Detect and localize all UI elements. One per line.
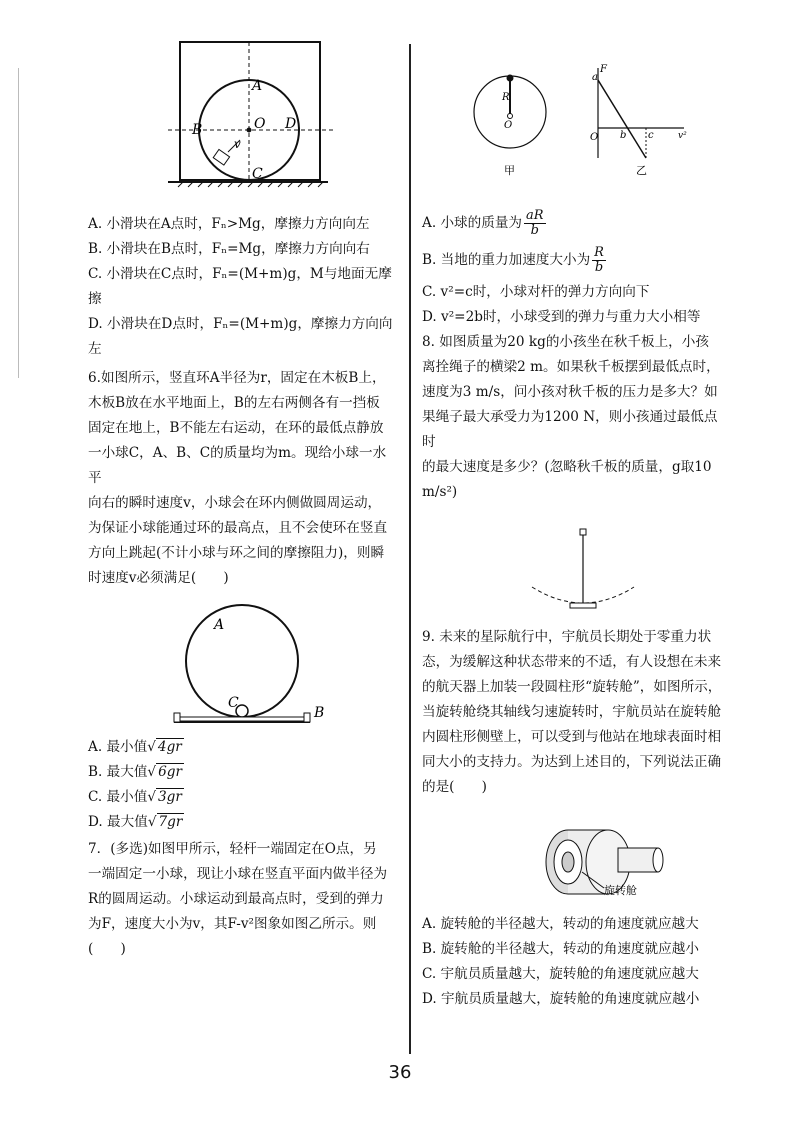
label-D: D bbox=[285, 116, 297, 132]
label-jia: 甲 bbox=[504, 164, 515, 177]
q7-option-c: C. v²=c时，小球对杆的弹力方向向下 bbox=[422, 284, 650, 300]
scan-edge-line bbox=[18, 68, 19, 378]
q7-stem bbox=[88, 837, 398, 962]
q6-line: 为保证小球能通过环的最高点，且不会使环在竖直 bbox=[88, 520, 388, 536]
q8-line: 离拴绳子的横梁2 m。如果秋千板摆到最低点时， bbox=[422, 359, 720, 375]
figure-q5-box-ring bbox=[88, 40, 398, 192]
label-A: A bbox=[214, 617, 225, 633]
figure-q8-swing bbox=[422, 511, 722, 621]
q7-option-b: B. 当地的重力加速度大小为 $\frac{R}{b}$ bbox=[422, 245, 604, 275]
q9-line: 9. 未来的星际航行中，宇航员长期处于零重力状 bbox=[422, 629, 712, 645]
q6-line: 方向上跳起(不计小球与环之间的摩擦阻力)，则瞬 bbox=[88, 545, 385, 561]
fraction: $\frac{R}{b}$ bbox=[594, 245, 604, 275]
q6-line: 木板B放在水平地面上，B的左右两侧各有一挡板 bbox=[88, 395, 380, 411]
left-column bbox=[88, 40, 398, 962]
sqrt-expr: 3gr bbox=[158, 789, 182, 805]
label-B: B bbox=[192, 122, 203, 138]
q6-line: 固定在地上，B不能左右运动，在环的最低点静放 bbox=[88, 420, 384, 436]
q7-option-d: D. v²=2b时，小球受到的弹力与重力大小相等 bbox=[422, 309, 701, 325]
label-b: b bbox=[620, 130, 627, 141]
q9-line: 态，为缓解这种状态带来的不适，有人设想在未来 bbox=[422, 654, 722, 670]
q6-option-b: B. 最大值√ 6gr bbox=[88, 764, 182, 780]
q8-stem bbox=[422, 330, 722, 505]
figure-q6-ring-on-board bbox=[88, 603, 398, 727]
q5-option-c-cont: 擦 bbox=[88, 291, 102, 307]
q9-line: 的是( ) bbox=[422, 779, 487, 795]
right-column bbox=[422, 40, 722, 1012]
q7-line: R的圆周运动。小球运动到最高点时，受到的弹力 bbox=[88, 891, 384, 907]
q5-option-d-cont: 左 bbox=[88, 341, 102, 357]
q6-option-a: A. 最小值√ 4gr bbox=[88, 739, 182, 755]
q5-option-d: D. 小滑块在D点时，Fₙ=(M+m)g，摩擦力方向向 bbox=[88, 316, 393, 332]
q9-option-b: B. 旋转舱的半径越大，转动的角速度就应越小 bbox=[422, 941, 699, 957]
q6-line: 向右的瞬时速度v，小球会在环内侧做圆周运动， bbox=[88, 495, 382, 511]
q6-option-d: D. 最大值√ 7gr bbox=[88, 814, 183, 830]
label-F: F bbox=[600, 64, 607, 75]
q5-option-a: A. 小滑块在A点时，Fₙ>Mg，摩擦力方向向左 bbox=[88, 216, 370, 232]
q7-line: 7．(多选)如图甲所示，轻杆一端固定在O点，另 bbox=[88, 841, 377, 857]
q5-options bbox=[88, 212, 398, 362]
label-c: c bbox=[648, 130, 654, 141]
q5-option-b: B. 小滑块在B点时，Fₙ=Mg，摩擦力方向向右 bbox=[88, 241, 370, 257]
q8-line: 8. 如图质量为20 kg的小孩坐在秋千板上，小孩 bbox=[422, 334, 709, 350]
sqrt-expr: 4gr bbox=[157, 739, 182, 755]
q9-line: 内圆柱形侧壁上，可以受到与他站在地球表面时相 bbox=[422, 729, 722, 745]
label-C: C bbox=[252, 166, 263, 182]
q6-line: 一小球C，A、B、C的质量均为m。现给小球一水平 bbox=[88, 445, 387, 486]
q6-stem bbox=[88, 366, 398, 591]
q5-option-c: C. 小滑块在C点时，Fₙ=(M+m)g，M与地面无摩 bbox=[88, 266, 392, 282]
label-C: C bbox=[228, 695, 239, 711]
label-A: A bbox=[252, 78, 263, 94]
q9-line: 当旋转舱绕其轴线匀速旋转时，宇航员站在旋转舱 bbox=[422, 704, 722, 720]
q9-options bbox=[422, 912, 722, 1012]
q6-options bbox=[88, 735, 398, 835]
figure-q7-rod-and-graph bbox=[422, 40, 722, 180]
sqrt-expr: 7gr bbox=[158, 814, 183, 830]
q6-line: 时速度v必须满足( ) bbox=[88, 570, 229, 586]
figure-q9-rotating-cabin bbox=[422, 810, 722, 906]
label-B: B bbox=[314, 705, 325, 721]
q9-option-d: D. 宇航员质量越大，旋转舱的角速度就应越小 bbox=[422, 991, 700, 1007]
q9-line: 同大小的支持力。为达到上述目的，下列说法正确 bbox=[422, 754, 722, 770]
q7-line: ( ) bbox=[88, 941, 126, 957]
label-a: a bbox=[592, 72, 598, 83]
label-yi: 乙 bbox=[636, 164, 647, 177]
fraction: $\frac{aR}{b}$ bbox=[526, 208, 544, 238]
q6-option-c: C. 最小值√ 3gr bbox=[88, 789, 182, 805]
column-divider bbox=[409, 44, 411, 1054]
q6-line: 6.如图所示，竖直环A半径为r，固定在木板B上， bbox=[88, 370, 386, 386]
q9-option-c: C. 宇航员质量越大，旋转舱的角速度就应越大 bbox=[422, 966, 699, 982]
q8-line: 速度为3 m/s，问小孩对秋千板的压力是多大？如 bbox=[422, 384, 718, 400]
q9-line: 的航天器上加装一段圆柱形“旋转舱”，如图所示， bbox=[422, 679, 722, 695]
q7-line: 一端固定一小球，现让小球在竖直平面内做半径为 bbox=[88, 866, 388, 882]
q8-line: 果绳子最大承受力为1200 N，则小孩通过最低点时 bbox=[422, 409, 718, 450]
sqrt-expr: 6gr bbox=[158, 764, 182, 780]
label-R: R bbox=[502, 92, 510, 103]
page-number: 36 bbox=[388, 1062, 412, 1083]
q9-stem bbox=[422, 625, 722, 800]
q8-line: 的最大速度是多少？(忽略秋千板的质量，g取10 bbox=[422, 459, 712, 475]
label-O: O bbox=[254, 116, 266, 132]
q7-line: 为F，速度大小为v，其F-v²图象如图乙所示。则 bbox=[88, 916, 377, 932]
label-v: v bbox=[234, 137, 241, 151]
q8-line: m/s²) bbox=[422, 484, 458, 500]
q7-option-a: A. 小球的质量为 $\frac{aR}{b}$ bbox=[422, 208, 544, 238]
q7-options bbox=[422, 206, 722, 330]
label-O2: O bbox=[590, 132, 599, 143]
q9-option-a: A. 旋转舱的半径越大，转动的角速度就应越大 bbox=[422, 916, 699, 932]
label-v2: v² bbox=[678, 131, 687, 141]
label-rotating-cabin: 旋转舱 bbox=[604, 884, 637, 897]
label-O: O bbox=[504, 120, 513, 131]
